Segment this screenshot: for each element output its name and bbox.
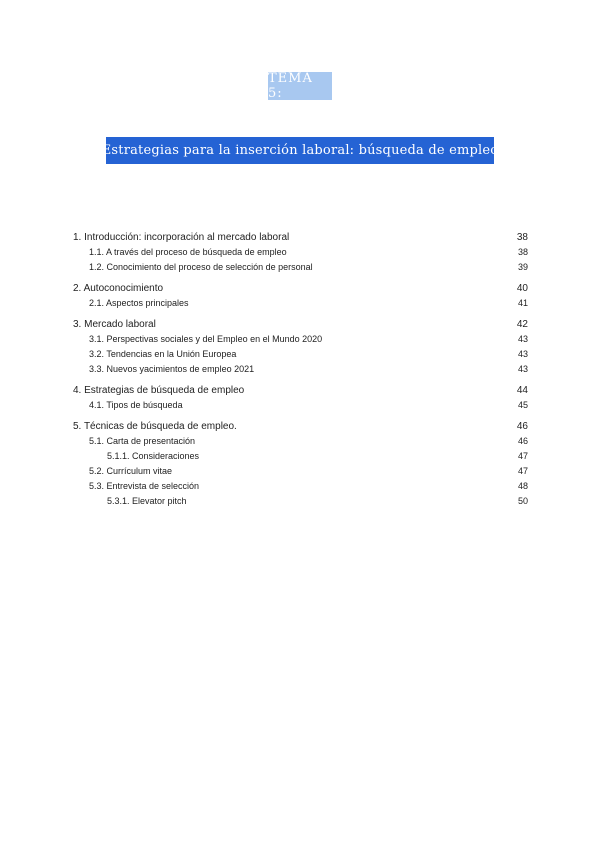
toc-entry[interactable]: [73, 281, 528, 296]
toc-entry-label: 5.1. Carta de presentación: [89, 436, 196, 446]
toc-entry-label: 5.3. Entrevista de selección: [89, 481, 200, 491]
toc-entry-page: 39: [517, 262, 528, 272]
toc-entry[interactable]: [73, 419, 528, 434]
toc-entry-label: 3.3. Nuevos yacimientos de empleo 2021: [89, 364, 255, 374]
toc-entry-page: 43: [517, 364, 528, 374]
toc-entry-label: 5.2. Currículum vitae: [89, 466, 173, 476]
toc-entry[interactable]: [73, 347, 528, 362]
toc-entry[interactable]: [73, 383, 528, 398]
table-of-contents: [73, 230, 528, 509]
toc-entry-label: 1. Introducción: incorporación al mercado laboral: [73, 232, 290, 243]
toc-entry-label: 3. Mercado laboral: [73, 319, 156, 330]
toc-entry-label: 2.1. Aspectos principales: [89, 298, 189, 308]
chapter-title: Estrategias para la inserción laboral: búsqueda de empleo: [106, 137, 494, 164]
toc-entry-page: 46: [516, 421, 528, 432]
toc-entry[interactable]: [73, 362, 528, 377]
tema-label: TEMA 5:: [268, 72, 332, 100]
toc-entry-label: 4. Estrategias de búsqueda de empleo: [73, 385, 245, 396]
toc-entry-page: 38: [517, 247, 528, 257]
toc-entry-page: 46: [517, 436, 528, 446]
toc-entry[interactable]: [73, 479, 528, 494]
toc-entry-label: 3.1. Perspectivas sociales y del Empleo en el Mundo 2020: [89, 334, 323, 344]
toc-entry[interactable]: [73, 494, 528, 509]
toc-entry-page: 40: [516, 283, 528, 294]
toc-entry-page: 38: [516, 232, 528, 243]
toc-entry[interactable]: [73, 464, 528, 479]
toc-entry-page: 47: [517, 451, 528, 461]
toc-entry[interactable]: [73, 260, 528, 275]
toc-entry-page: 41: [517, 298, 528, 308]
toc-entry-label: 3.2. Tendencias en la Unión Europea: [89, 349, 237, 359]
toc-entry[interactable]: [73, 398, 528, 413]
toc-entry-page: 43: [517, 334, 528, 344]
toc-entry-label: 5.1.1. Consideraciones: [107, 451, 200, 461]
toc-entry-label: 2. Autoconocimiento: [73, 283, 164, 294]
toc-entry-page: 43: [517, 349, 528, 359]
toc-entry[interactable]: [73, 332, 528, 347]
toc-entry-label: 1.2. Conocimiento del proceso de selección de personal: [89, 262, 313, 272]
toc-entry-page: 44: [516, 385, 528, 396]
toc-entry-page: 50: [517, 496, 528, 506]
toc-entry-label: 4.1. Tipos de búsqueda: [89, 400, 183, 410]
toc-entry-page: 48: [517, 481, 528, 491]
toc-entry[interactable]: [73, 317, 528, 332]
toc-entry-label: 5. Técnicas de búsqueda de empleo.: [73, 421, 237, 432]
toc-entry[interactable]: [73, 245, 528, 260]
toc-entry-page: 45: [517, 400, 528, 410]
toc-entry-page: 42: [516, 319, 528, 330]
toc-entry-page: 47: [517, 466, 528, 476]
toc-entry[interactable]: [73, 434, 528, 449]
toc-entry[interactable]: [73, 230, 528, 245]
toc-entry-label: 1.1. A través del proceso de búsqueda de empleo: [89, 247, 287, 257]
toc-entry[interactable]: [73, 296, 528, 311]
toc-entry-label: 5.3.1. Elevator pitch: [107, 496, 187, 506]
toc-entry[interactable]: [73, 449, 528, 464]
